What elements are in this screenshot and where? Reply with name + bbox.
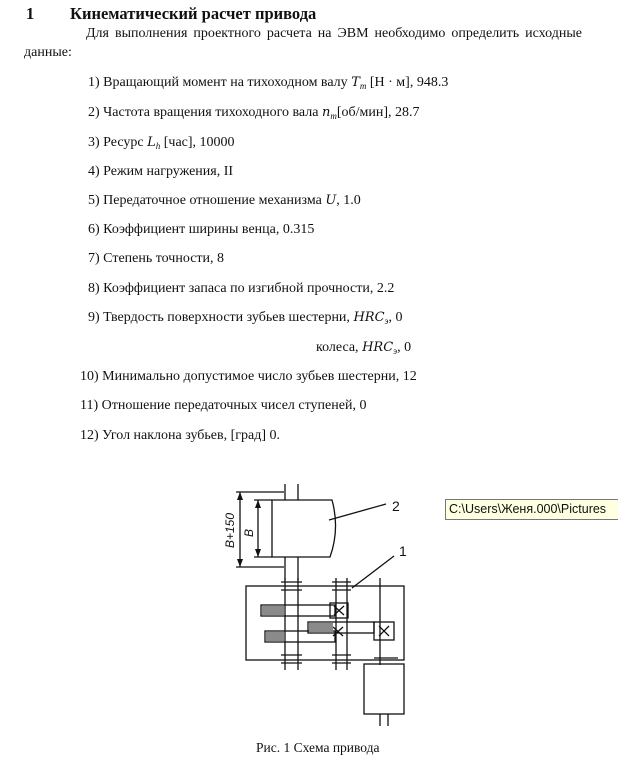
param-item-8: 8) Коэффициент запаса по изгибной прочности, 2.2 [88, 281, 395, 296]
param-item-2: 2) Частота вращения тихоходного вала $n_т[об/мин]$, 28.7 [88, 105, 420, 121]
param-item-7: 7) Степень точности, 8 [88, 251, 225, 266]
file-path-tooltip: C:\Users\Женя.000\Pictures [445, 499, 618, 520]
param-item-10: 10) Минимально допустимое число зубьев шестерни, 12 [80, 369, 417, 384]
label-drum-2: 2 [392, 498, 400, 514]
figure-caption: Рис. 1 Схема привода [256, 740, 380, 755]
intro-text: Для выполнения проектного расчета на ЭВМ необходимо определить исходные данные: [24, 26, 582, 60]
param-item-11: 11) Отношение передаточных чисел ступеней, 0 [80, 398, 367, 413]
dim-label-inner: B [242, 528, 256, 537]
param-item-5: 5) Передаточное отношение механизма U, 1.0 [88, 193, 361, 208]
param-item-12: 12) Угол наклона зубьев, [град] 0. [80, 428, 281, 443]
drum-outline [272, 500, 336, 557]
param-item-9-wheel: колеса, $HRC_э$, 0 [316, 340, 412, 356]
param-item-1: 1) Вращающий момент на тихоходном валу $T_т$ [Н · м], 948.3 [88, 75, 449, 91]
electric-motor [364, 664, 404, 714]
dim-label-outer: B+150 [223, 512, 237, 548]
param-item-9: 9) Твердость поверхности зубьев шестерни, $HRC_э$, 0 [88, 310, 403, 326]
param-item-4: 4) Режим нагружения, II [88, 164, 234, 179]
param-item-6: 6) Коэффициент ширины венца, 0.315 [88, 222, 315, 237]
section-number: 1 [26, 4, 35, 23]
label-gearbox-1: 1 [399, 543, 407, 559]
section-title: Кинематический расчет привода [70, 4, 317, 23]
param-item-3: 3) Ресурс $L_h$ [час], 10000 [88, 135, 235, 151]
